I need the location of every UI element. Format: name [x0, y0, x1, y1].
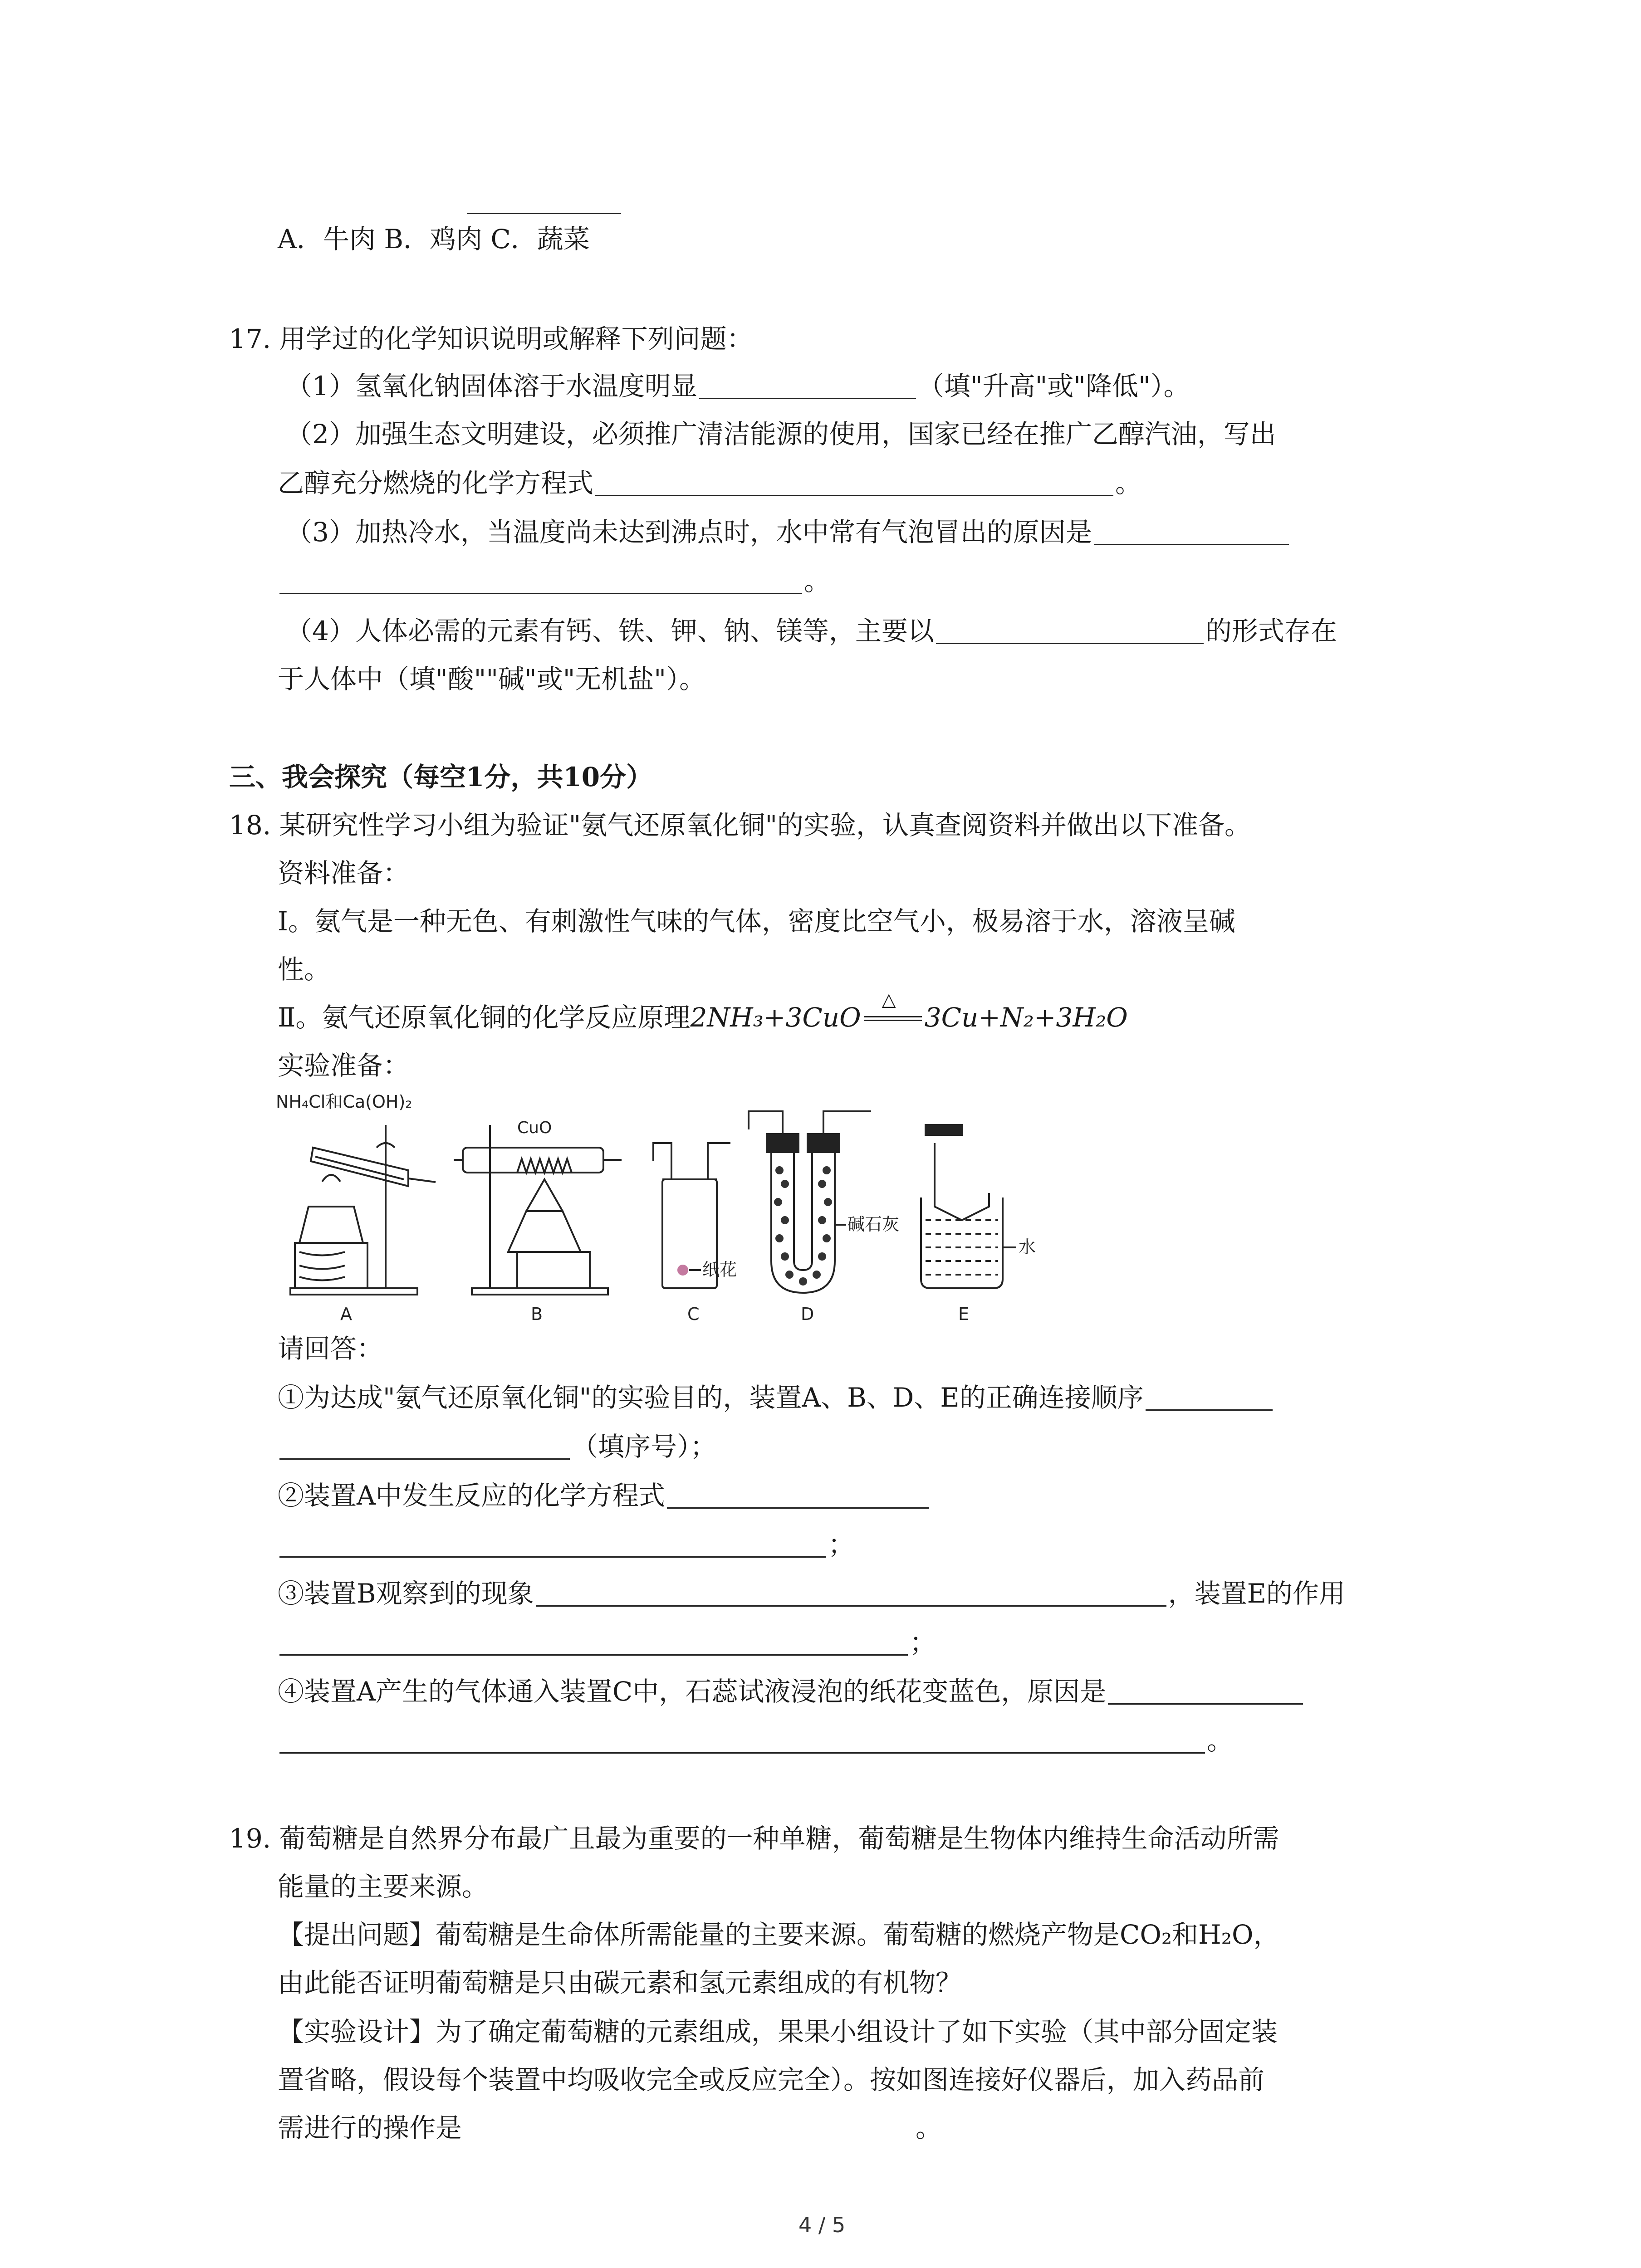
label-a: A: [340, 1304, 352, 1324]
q18-a2-line1: ②装置A中发生反应的化学方程式: [278, 1482, 931, 1509]
paper-label: 纸花: [702, 1260, 737, 1280]
q18-blank-4a: [1108, 1703, 1303, 1705]
q18-blank-4b: [279, 1752, 1205, 1754]
reagent-label: NH₄Cl和Ca(OH)₂: [276, 1092, 412, 1112]
q18-a2-line2: ；: [278, 1531, 854, 1558]
q17-part4-line2: 于人体中（填"酸""碱"或"无机盐"）。: [278, 664, 706, 694]
q18-exp-title: 实验准备：: [278, 1050, 410, 1081]
q18-blank-3a: [536, 1605, 1166, 1607]
q18-blank-3b: [279, 1654, 908, 1656]
q17-part2-line1: （2）加强生态文明建设，必须推广清洁能源的使用，国家已经在推广乙醇汽油，写出: [286, 419, 1276, 450]
q17-part3-line2: 。: [278, 568, 830, 594]
label-c: C: [687, 1304, 700, 1324]
q17-blank-3a: [1094, 543, 1289, 545]
q18-item1-line1: Ⅰ。氨气是一种无色、有刺激性气味的气体，密度比空气小，极易溶于水，溶液呈碱: [278, 906, 1235, 937]
q16-options: A．牛肉 B．鸡肉 C．蔬菜: [278, 224, 590, 254]
q17-blank-1: [699, 397, 916, 399]
q19-line6: 置省略，假设每个装置中均吸收完全或反应完全）。按如图连接好仪器后，加入药品前: [278, 2064, 1265, 2095]
equation-condition: △: [882, 989, 896, 1010]
q18-a4-line2: 。: [278, 1727, 1233, 1754]
q19-line4: 由此能否证明葡萄糖是只由碳元素和氢元素组成的有机物？: [278, 1967, 962, 1998]
q18-item1-line2: 性。: [278, 954, 331, 985]
label-d: D: [801, 1304, 814, 1324]
label-e: E: [958, 1304, 970, 1324]
lime-label: 碱石灰: [847, 1214, 900, 1234]
equation-arrow: [861, 989, 925, 1031]
q19-line5: 【实验设计】为了确定葡萄糖的元素组成，果果小组设计了如下实验（其中部分固定装: [278, 2016, 1278, 2047]
q19-line1: 19. 葡萄糖是自然界分布最广且最为重要的一种单糖，葡萄糖是生物体内维持生命活动所需: [229, 1823, 1279, 1854]
equation-right: 3Cu+N₂+3H₂O: [924, 1002, 1128, 1033]
cuo-label: CuO: [517, 1119, 552, 1137]
page-number: 4 / 5: [798, 2213, 846, 2237]
q18-blank-2a: [667, 1507, 929, 1509]
q19-line7: 需进行的操作是 。: [278, 2112, 942, 2143]
q16-blank: [467, 212, 621, 214]
q18-blank-1a: [1146, 1409, 1273, 1411]
q18-blank-1b: [279, 1458, 570, 1460]
q18-a4-line1: ④装置A产生的气体通入装置C中，石蕊试液浸泡的纸花变蓝色，原因是: [278, 1678, 1305, 1705]
apparatus-figure: [272, 1089, 1089, 1338]
q17-blank-4: [936, 642, 1204, 644]
q17-blank-3b: [279, 592, 802, 594]
q18-a3-line2: ；: [278, 1629, 936, 1656]
section3-title: 三、我会探究（每空1分，共10分）: [229, 762, 653, 792]
q18-stem: 18. 某研究性学习小组为验证"氨气还原氧化铜"的实验，认真查阅资料并做出以下准备。: [229, 810, 1251, 841]
q18-answer-prompt: 请回答：: [278, 1333, 383, 1364]
q18-a1-line2: （填序号）；: [278, 1433, 716, 1460]
label-b: B: [531, 1304, 543, 1324]
q18-a1-line1: ①为达成"氨气还原氧化铜"的实验目的，装置A、B、D、E的正确连接顺序: [278, 1384, 1274, 1411]
q19-line2: 能量的主要来源。: [278, 1871, 489, 1902]
q18-item2: Ⅱ。氨气还原氧化铜的化学反应原理2NH₃+3CuO △ 3Cu+N₂+3H₂O: [278, 989, 1128, 1033]
q17-part4-line1: （4）人体必需的元素有钙、铁、钾、钠、镁等，主要以 的形式存在: [286, 616, 1337, 646]
equation-left: 2NH₃+3CuO: [690, 1002, 861, 1033]
q18-blank-2b: [279, 1556, 826, 1558]
q17-blank-2: [595, 494, 1113, 496]
q17-part2-line2: 乙醇充分燃烧的化学方程式 。: [278, 468, 1142, 499]
water-label: 水: [1019, 1237, 1036, 1257]
q19-line3: 【提出问题】葡萄糖是生命体所需能量的主要来源。葡萄糖的燃烧产物是CO₂和H₂O，: [278, 1919, 1280, 1950]
q18-a3-line1: ③装置B观察到的现象 ，装置E的作用: [278, 1578, 1345, 1609]
q18-prep-title: 资料准备：: [278, 858, 410, 889]
q17-part3-line1: （3）加热冷水，当温度尚未达到沸点时，水中常有气泡冒出的原因是: [286, 519, 1291, 545]
q17-part1: （1）氢氧化钠固体溶于水温度明显 （填"升高"或"降低"）。: [286, 371, 1190, 401]
q17-stem: 17. 用学过的化学知识说明或解释下列问题：: [229, 323, 753, 354]
